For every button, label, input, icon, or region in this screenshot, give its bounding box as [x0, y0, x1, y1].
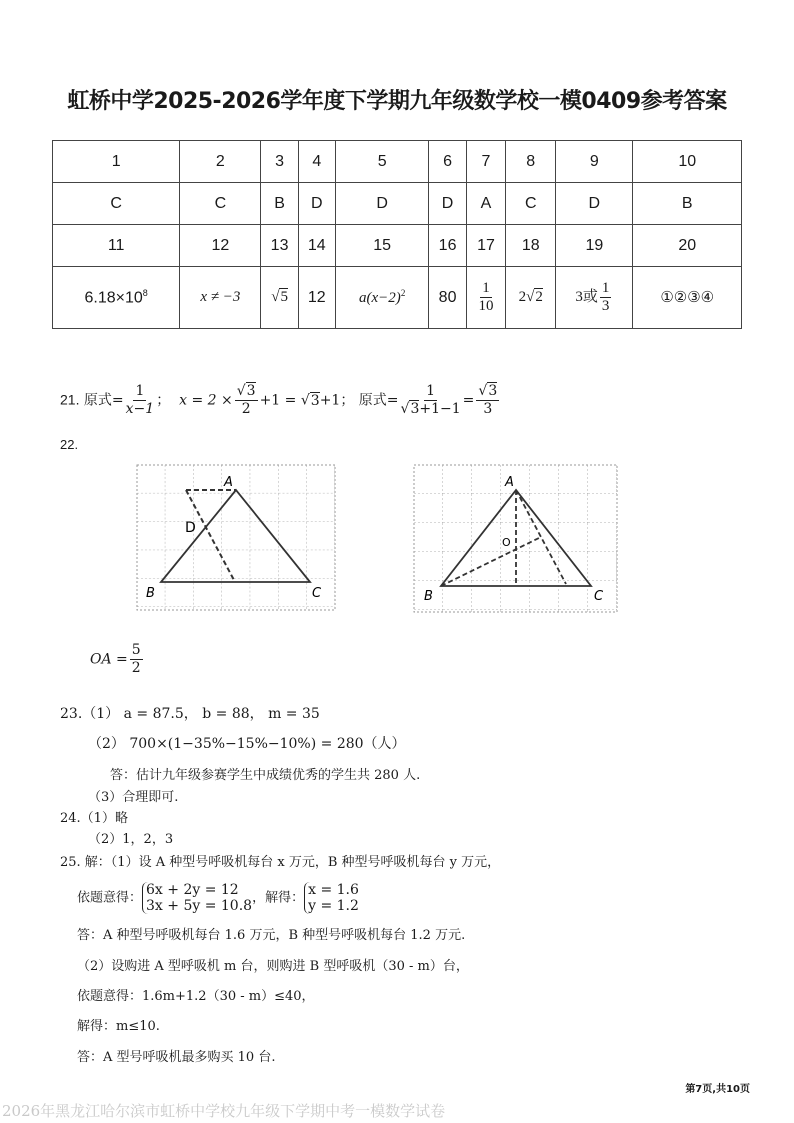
- q24-line1: 24.（1）略: [60, 811, 128, 826]
- table-cell: 12: [180, 225, 261, 267]
- oa-answer: OA = $\frac{5}{2}$: [90, 642, 141, 676]
- watermark: 2026年黑龙江哈尔滨市虹桥中学校九年级下学期中考一模数学试卷: [2, 1102, 446, 1120]
- table-cell: 7: [466, 141, 506, 183]
- page-title: 虹桥中学2025-2026学年度下学期九年级数学校一模0409参考答案: [67, 89, 727, 114]
- answer-20: ①②③④: [633, 267, 742, 329]
- q25-line3: 答：A 种型号呼吸机每台 1.6 万元，B 种型号呼吸机每台 1.2 万元.: [77, 928, 466, 943]
- table-cell: B: [633, 183, 742, 225]
- answer-16: 80: [429, 267, 466, 329]
- table-cell: 13: [261, 225, 298, 267]
- q25-line5: 依题意得：1.6m+1.2（30 - m）≤40，: [77, 989, 315, 1004]
- page-number: 第7页,共10页: [685, 1084, 750, 1095]
- table-cell: 5: [335, 141, 429, 183]
- table-cell: D: [335, 183, 429, 225]
- svg-text:O: O: [502, 536, 511, 549]
- svg-text:A: A: [224, 475, 233, 490]
- left-grid-figure: [137, 465, 335, 610]
- q23-line1: 23.（1） a = 87.5， b = 88， m = 35: [60, 706, 320, 722]
- svg-text:B: B: [424, 589, 433, 604]
- table-cell: C: [53, 183, 180, 225]
- table-cell: 3: [261, 141, 298, 183]
- answer-18: 2√2: [506, 267, 556, 329]
- answer-17: $\frac{1}{10}$: [466, 267, 506, 329]
- right-grid-figure: [414, 465, 617, 612]
- svg-text:D: D: [185, 520, 196, 536]
- table-cell: 10: [633, 141, 742, 183]
- svg-text:A: A: [505, 475, 514, 490]
- q24-line2: （2）1，2，3: [88, 832, 174, 847]
- svg-text:C: C: [594, 589, 604, 604]
- table-cell: 19: [556, 225, 633, 267]
- q21-answer: 21. 原式= $\frac{1}{x-1}$ ； x = 2 × $\frac{√3}{2}$ +1 = √3+1； 原式= $\frac{1}{√3+1-1}$ = $\frac{√3}{3}$: [60, 383, 498, 417]
- answer-11: $6.18\times 10^8$: [53, 267, 180, 329]
- q25-line1: 25. 解：（1）设 A 种型号呼吸机每台 x 万元，B 种型号呼吸机每台 y 万元，: [60, 855, 501, 870]
- table-cell: 14: [298, 225, 335, 267]
- table-cell: A: [466, 183, 506, 225]
- table-cell: 18: [506, 225, 556, 267]
- q23-line2: （2） 700×(1−35%−15%−10%) = 280（人）: [88, 736, 406, 752]
- table-cell: D: [556, 183, 633, 225]
- table-cell: 8: [506, 141, 556, 183]
- answer-13: √5: [261, 267, 298, 329]
- answer-19: 3或 $\frac{1}{3}$: [556, 267, 633, 329]
- table-cell: 4: [298, 141, 335, 183]
- table-cell: 2: [180, 141, 261, 183]
- q25-system: 依题意得： 6x + 2y = 12 3x + 5y = 10.8 ，解得： x = 1.6 y = 1.2: [77, 882, 359, 914]
- table-cell: D: [298, 183, 335, 225]
- q23-line3: 答：估计九年级参赛学生中成绩优秀的学生共 280 人.: [110, 768, 421, 783]
- table-cell: B: [261, 183, 298, 225]
- table-cell: 16: [429, 225, 466, 267]
- table-cell: 9: [556, 141, 633, 183]
- svg-text:C: C: [312, 586, 322, 601]
- table-cell: C: [180, 183, 261, 225]
- table-cell: 11: [53, 225, 180, 267]
- table-cell: D: [429, 183, 466, 225]
- answer-12: x ≠ −3: [180, 267, 261, 329]
- table-cell: 20: [633, 225, 742, 267]
- table-cell: 1: [53, 141, 180, 183]
- q25-line6: 解得：m≤10.: [77, 1019, 160, 1034]
- table-cell: 15: [335, 225, 429, 267]
- q22-number: 22.: [60, 437, 79, 452]
- table-cell: C: [506, 183, 556, 225]
- answer-15: $a(x-2)^2$: [335, 267, 429, 329]
- q23-line4: （3）合理即可.: [88, 790, 179, 805]
- answer-14: 12: [298, 267, 335, 329]
- table-cell: 17: [466, 225, 506, 267]
- svg-text:B: B: [146, 586, 155, 601]
- table-cell: 6: [429, 141, 466, 183]
- q25-line7: 答：A 型号呼吸机最多购买 10 台.: [77, 1050, 276, 1065]
- q25-line4: （2）设购进 A 型呼吸机 m 台，则购进 B 型呼吸机（30 - m）台，: [77, 959, 469, 974]
